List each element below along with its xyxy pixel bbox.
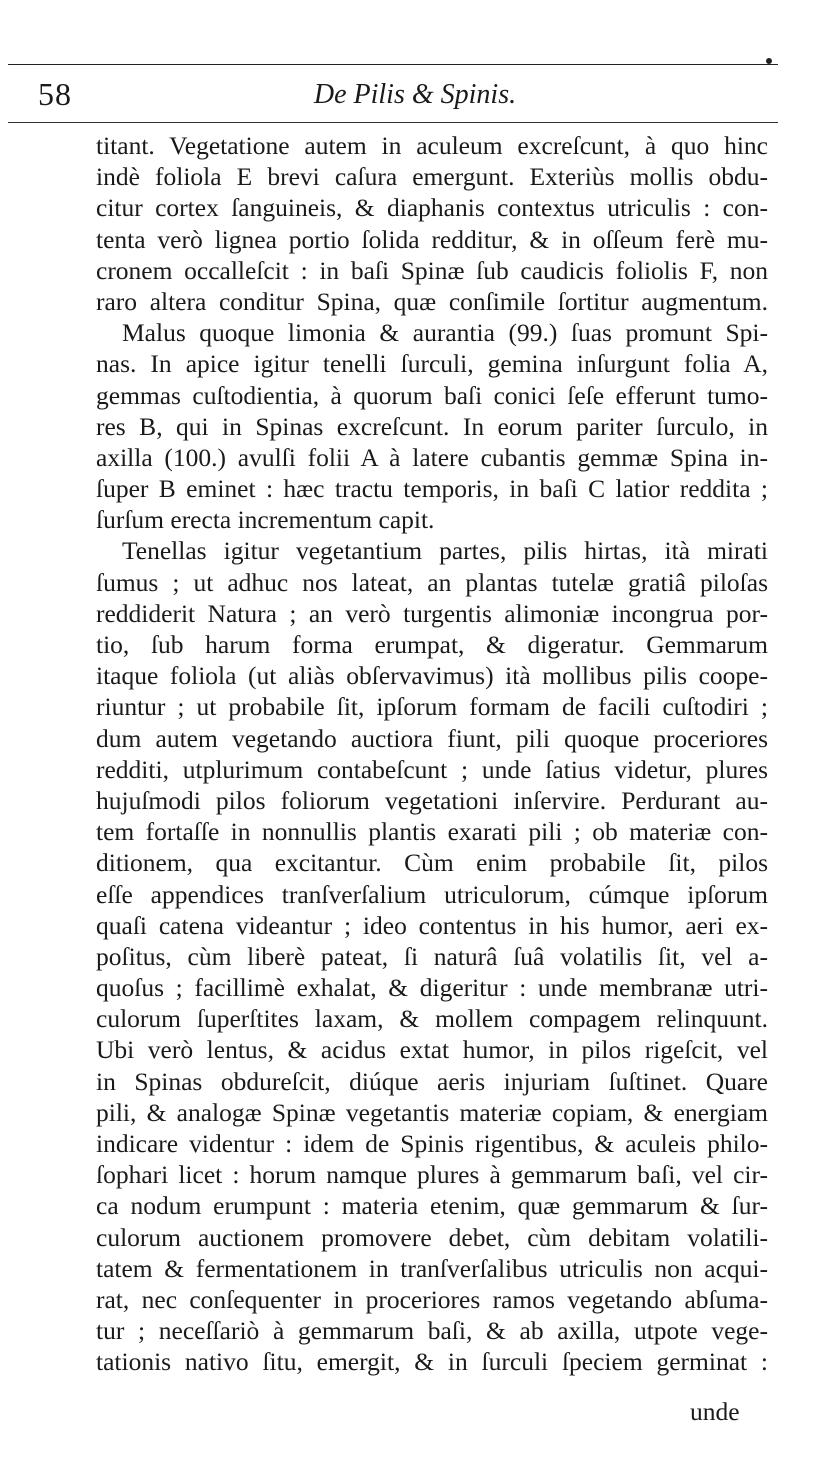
text-line: quaſi catena videantur ; ideo contentus in his humor, aeri ex- — [96, 910, 768, 940]
text-line: pili, & analogæ Spinæ vegetantis materiæ copiam, & energiam — [96, 1097, 768, 1127]
text-line: itaque foliola (ut aliàs obſervavimus) ità mollibus pilis coope- — [96, 661, 768, 691]
text-line: ditionem, qua excitantur. Cùm enim probabile ſit, pilos — [96, 848, 768, 878]
text-line: ſophari licet : horum namque plures à gemmarum baſi, vel cir- — [96, 1160, 768, 1190]
text-line: redditi, utplurimum contabeſcunt ; unde ſatius videtur, plures — [96, 754, 768, 784]
top-rule — [8, 64, 778, 65]
text-line: tem fortaſſe in nonnullis plantis exarati pili ; ob materiæ con- — [96, 817, 768, 847]
text-line: Malus quoque limonia & aurantia (99.) ſuas promunt Spi- — [122, 318, 768, 348]
rule-ornament-dot — [766, 58, 772, 64]
text-line: tationis nativo ſitu, emergit, & in ſurculi ſpeciem germinat : — [96, 1347, 768, 1377]
text-line: eſſe appendices tranſverſalium utriculorum, cúmque ipſorum — [96, 879, 768, 909]
text-line: ſumus ; ut adhuc nos lateat, an plantas tutelæ gratiâ piloſas — [96, 567, 768, 597]
text-line: reddiderit Natura ; an verò turgentis alimoniæ incongrua por- — [96, 598, 768, 628]
text-line: poſitus, cùm liberè pateat, ſi naturâ ſuâ volatilis ſit, vel a- — [96, 941, 768, 971]
text-line: Tenellas igitur vegetantium partes, pilis hirtas, ità mirati — [122, 536, 768, 566]
text-line: dum autem vegetando auctiora fiunt, pili quoque proceriores — [96, 723, 768, 753]
text-line: raro altera conditur Spina, quæ conſimile ſortitur augmentum. — [96, 286, 768, 316]
text-line: hujuſmodi pilos foliorum vegetationi inſervire. Perdurant au- — [96, 785, 768, 815]
text-line: titant. Vegetatione autem in aculeum excreſcunt, à quo hinc — [96, 131, 768, 160]
text-line: indicare videntur : idem de Spinis rigentibus, & aculeis philo- — [96, 1129, 768, 1158]
header-underline — [8, 122, 778, 123]
text-line: quoſus ; facillimè exhalat, & digeritur : unde membranæ utri- — [96, 973, 768, 1003]
body-text — [96, 130, 768, 1378]
text-line: riuntur ; ut probabile ſit, ipſorum formam de facili cuſtodiri ; — [96, 692, 768, 722]
text-line: ſuper B eminet : hæc tractu temporis, in baſi C latior reddita ; — [96, 474, 768, 504]
text-line: Ubi verò lentus, & acidus extat humor, in pilos rigeſcit, vel — [96, 1035, 768, 1065]
text-line: culorum ſuperſtites laxam, & mollem compagem relinquunt. — [96, 1004, 768, 1034]
text-line: ſurſum erecta incrementum capit. — [96, 505, 435, 535]
text-line: citur cortex ſanguineis, & diaphanis contextus utriculis : con- — [96, 193, 768, 223]
text-line: axilla (100.) avulſi folii A à latere cubantis gemmæ Spina in- — [96, 442, 768, 472]
text-line: tio, ſub harum forma erumpat, & digeratur. Gemmarum — [96, 630, 768, 659]
text-line: tatem & fermentationem in tranſverſalibus utriculis non acqui- — [96, 1253, 768, 1283]
text-line: tenta verò lignea portio ſolida redditur, & in oſſeum ferè mu- — [96, 224, 768, 254]
text-line: rat, nec conſequenter in proceriores ramos vegetando abſuma- — [96, 1284, 768, 1314]
text-line: cronem occalleſcit : in baſi Spinæ ſub caudicis foliolis F, non — [96, 255, 768, 285]
catchword: unde — [690, 1397, 740, 1426]
page-number: 58 — [38, 76, 72, 112]
text-line: res B, qui in Spinas excreſcunt. In eorum pariter ſurculo, in — [96, 411, 768, 441]
text-line: culorum auctionem promovere debet, cùm debitam volatili- — [96, 1222, 768, 1252]
text-line: indè foliola E brevi caſura emergunt. Exteriùs mollis obdu- — [96, 162, 768, 192]
text-line: tur ; neceſſariò à gemmarum baſi, & ab axilla, utpote vege- — [96, 1316, 768, 1346]
running-head: De Pilis & Spinis. — [313, 79, 517, 110]
text-line: in Spinas obdureſcit, diúque aeris injuriam ſuſtinet. Quare — [96, 1066, 768, 1096]
text-line: ca nodum erumpunt : materia etenim, quæ gemmarum & ſur- — [96, 1191, 768, 1221]
text-line: nas. In apice igitur tenelli ſurculi, gemina inſurgunt folia A, — [96, 349, 768, 379]
text-line: gemmas cuſtodientia, à quorum baſi conici ſeſe efferunt tumo- — [96, 380, 768, 410]
